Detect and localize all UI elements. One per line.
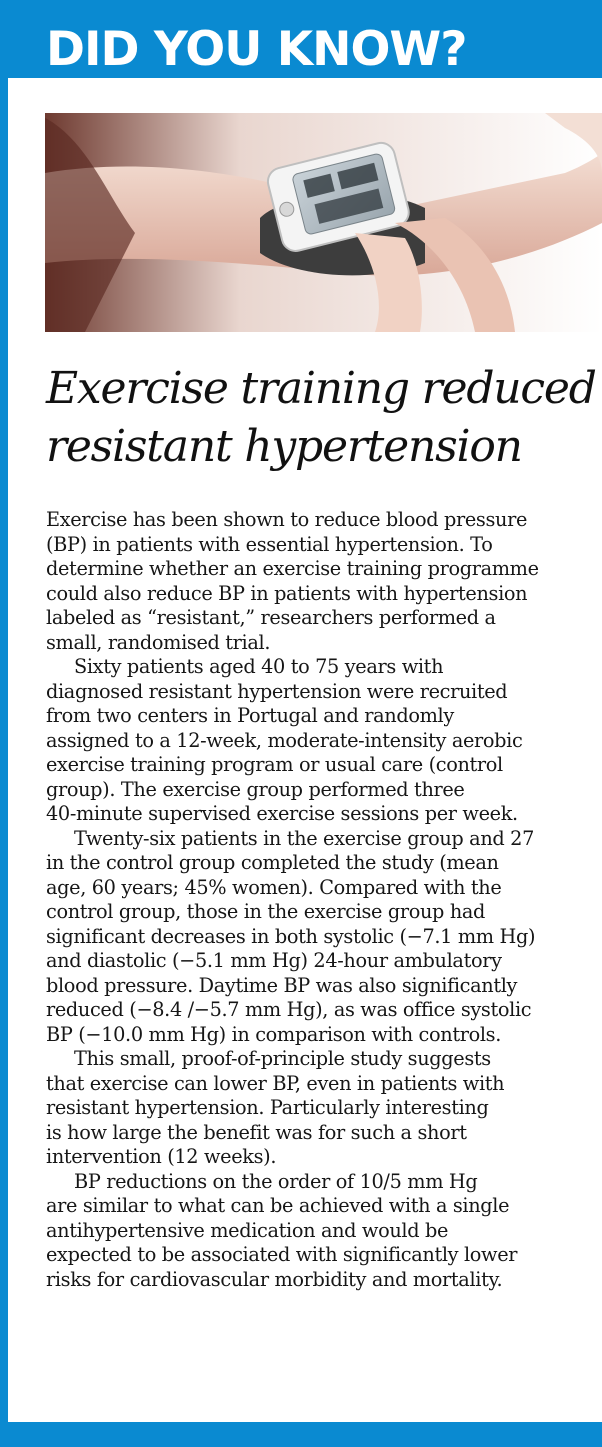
text-line: from two centers in Portugal and randomly	[46, 704, 454, 727]
headline-line: resistant hypertension	[46, 421, 522, 472]
article-headline	[46, 360, 602, 476]
paragraph-2	[46, 655, 602, 827]
text-line: assigned to a 12-week, moderate-intensity aerobic	[46, 728, 523, 752]
blood-pressure-monitor-photo	[45, 113, 602, 332]
text-line: Twenty-six patients in the exercise group and 27	[74, 826, 534, 850]
text-line: and diastolic (−5.1 mm Hg) 24-hour ambulatory	[46, 949, 502, 972]
text-line: This small, proof-of-principle study suggests	[74, 1047, 491, 1070]
banner	[0, 0, 602, 78]
text-line: determine whether an exercise training programme	[46, 557, 539, 580]
text-line: control group, those in the exercise group had	[46, 900, 486, 923]
headline-line: Exercise training reduced	[46, 363, 596, 414]
text-line: small, randomised trial.	[46, 630, 271, 654]
text-line: antihypertensive medication and would be	[46, 1218, 449, 1242]
text-line: significant decreases in both systolic (−7.1 mm Hg)	[46, 924, 536, 948]
text-line: age, 60 years; 45% women). Compared with the	[46, 875, 502, 899]
text-line: group). The exercise group performed three	[46, 777, 465, 801]
paragraph-1	[46, 508, 602, 655]
banner-title: DID YOU KNOW?	[46, 22, 467, 77]
text-line: resistant hypertension. Particularly interesting	[46, 1096, 489, 1119]
text-line: 40-minute supervised exercise sessions per week.	[46, 802, 518, 825]
paragraph-5	[46, 1170, 602, 1293]
text-line: labeled as “resistant,” researchers performed a	[46, 606, 496, 629]
text-line: Exercise has been shown to reduce blood pressure	[46, 508, 528, 531]
text-line: expected to be associated with significantly lower	[46, 1243, 518, 1266]
text-line: (BP) in patients with essential hypertension. To	[46, 532, 493, 556]
text-line: diagnosed resistant hypertension were recruited	[46, 679, 508, 703]
text-line: are similar to what can be achieved with a single	[46, 1194, 510, 1217]
text-line: is how large the benefit was for such a short	[46, 1120, 467, 1144]
text-line: intervention (12 weeks).	[46, 1145, 277, 1168]
text-line: risks for cardiovascular morbidity and mortality.	[46, 1267, 503, 1291]
text-line: reduced (−8.4 /−5.7 mm Hg), as was office systolic	[46, 998, 532, 1021]
article-body	[46, 508, 602, 1292]
text-line: BP (−10.0 mm Hg) in comparison with controls.	[46, 1022, 501, 1046]
paragraph-3	[46, 827, 602, 1048]
text-line: could also reduce BP in patients with hypertension	[46, 581, 528, 605]
paragraph-4	[46, 1047, 602, 1170]
text-line: that exercise can lower BP, even in patients with	[46, 1071, 505, 1095]
text-line: BP reductions on the order of 10/5 mm Hg	[74, 1169, 478, 1193]
text-line: Sixty patients aged 40 to 75 years with	[74, 655, 444, 678]
text-line: in the control group completed the study (mean	[46, 851, 499, 874]
text-line: blood pressure. Daytime BP was also significantly	[46, 973, 518, 997]
text-line: exercise training program or usual care (control	[46, 753, 503, 776]
